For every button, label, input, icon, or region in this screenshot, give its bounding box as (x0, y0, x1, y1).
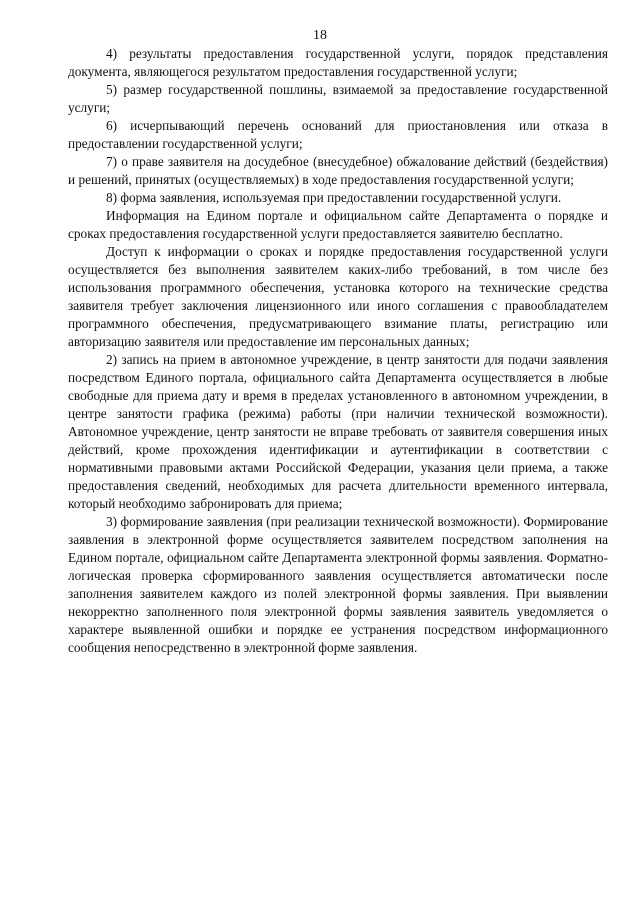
paragraph-item-3-application: 3) формирование заявления (при реализации технической возможности). Формирование заявления в электронной форме осуществляется заявителем посредством заполнения на Едином портале, официальном сайте Департамента электронной формы заявления. Форматно-логическая проверка сформированного заявления осуществляется автоматически после заполнения заявителем каждого из полей электронной формы заявления. При выявлении некорректно заполненного поля электронной формы заявления заявитель уведомляется о характере выявленной ошибки и порядке ее устранения посредством информационного сообщения непосредственно в электронной форме заявления. (68, 514, 608, 655)
document-body (68, 45, 608, 657)
paragraph-item-4-results: 4) результаты предоставления государственной услуги, порядок представления документа, являющегося результатом предоставления государственной услуги; (68, 46, 608, 79)
paragraph-access-information: Доступ к информации о сроках и порядке предоставления государственной услуги осуществляется без выполнения заявителем каких-либо требований, в том числе без использования программного обеспечения, установка которого на технические средства заявителя требует заключения лицензионного или иного соглашения с правообладателем программного обеспечения, предусматривающего взимание платы, регистрацию или авторизацию заявителя или предоставление им персональных данных; (68, 244, 608, 349)
page-number: 18 (313, 28, 327, 43)
paragraph-item-8-form: 8) форма заявления, используемая при предоставлении государственной услуги. (106, 190, 562, 205)
paragraph-free-information: Информация на Едином портале и официальном сайте Департамента о порядке и сроках предоставления государственной услуги предоставляется заявителю бесплатно. (68, 208, 608, 241)
paragraph-item-7-appeal: 7) о праве заявителя на досудебное (внесудебное) обжалование действий (бездействия) и решений, принятых (осуществляемых) в ходе предоставления государственной услуги; (68, 154, 608, 187)
paragraph-item-2-appointment: 2) запись на прием в автономное учреждение, в центр занятости для подачи заявления посредством Единого портала, официального сайта Департамента осуществляется в любые свободные для приема дату и время в пределах установленного в автономном учреждении, в центре занятости графика (режима) работы (при наличии технической возможности). Автономное учреждение, центр занятости не вправе требовать от заявителя совершения иных действий, кроме прохождения идентификации и аутентификации в соответствии с нормативными правовыми актами Российской Федерации, указания цели приема, а также предоставления сведений, необходимых для расчета длительности временного интервала, который необходимо забронировать для приема; (68, 352, 608, 511)
paragraph-item-6-grounds: 6) исчерпывающий перечень оснований для приостановления или отказа в предоставлении государственной услуги; (68, 118, 608, 151)
paragraph-item-5-fee: 5) размер государственной пошлины, взимаемой за предоставление государственной услуги; (68, 82, 608, 115)
